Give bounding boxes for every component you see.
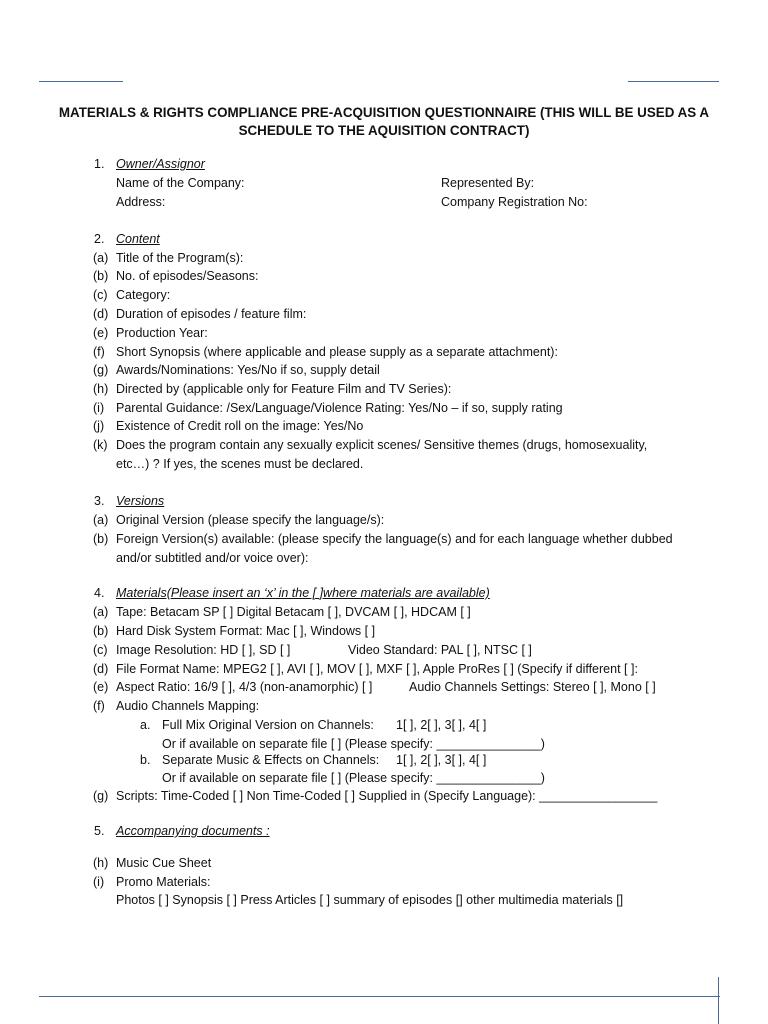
channel-options: 1[ ], 2[ ], 3[ ], 4[ ] <box>396 753 487 767</box>
list-item: Directed by (applicable only for Feature Film and TV Series): <box>116 382 452 396</box>
sublist-marker: b. <box>140 753 151 767</box>
list-item: Awards/Nominations: Yes/No if so, supply detail <box>116 363 380 377</box>
footer-rule <box>39 996 720 997</box>
list-item: Original Version (please specify the language/s): <box>116 513 385 527</box>
header-rule-left <box>39 81 123 82</box>
list-item: Does the program contain any sexually explicit scenes/ Sensitive themes (drugs, homosexuality, <box>116 438 648 452</box>
list-item: Image Resolution: HD [ ], SD [ ] <box>116 643 291 657</box>
list-item: Category: <box>116 288 171 302</box>
list-item: Audio Channels Mapping: <box>116 699 260 713</box>
list-item: File Format Name: MPEG2 [ ], AVI [ ], MOV [ ], MXF [ ], Apple ProRes [ ] (Specify if different [ ]: <box>116 662 638 676</box>
list-marker: (k) <box>93 438 108 452</box>
list-marker: (a) <box>93 513 109 527</box>
section-2-heading: Content <box>116 232 160 246</box>
sublist-item: Separate Music & Effects on Channels: <box>162 753 380 767</box>
channel-options: 1[ ], 2[ ], 3[ ], 4[ ] <box>396 718 487 732</box>
section-4-heading: Materials(Please insert an ‘x’ in the [ ]where materials are available) <box>116 586 490 600</box>
footer-rule-vertical <box>718 977 719 1024</box>
list-marker: (f) <box>93 345 105 359</box>
list-item: Video Standard: PAL [ ], NTSC [ ] <box>348 643 532 657</box>
section-1-number: 1. <box>94 157 105 171</box>
list-item: Duration of episodes / feature film: <box>116 307 307 321</box>
list-item: Tape: Betacam SP [ ] Digital Betacam [ ], DVCAM [ ], HDCAM [ ] <box>116 605 471 619</box>
section-1-heading: Owner/Assignor <box>116 157 205 171</box>
address-label: Address: <box>116 195 166 209</box>
list-marker: (a) <box>93 605 109 619</box>
promo-materials-options: Photos [ ] Synopsis [ ] Press Articles [ ] summary of episodes [] other multimedia materials [] <box>116 893 624 907</box>
list-marker: (d) <box>93 307 109 321</box>
list-item-continuation: etc…) ? If yes, the scenes must be declared. <box>116 457 364 471</box>
list-marker: (j) <box>93 419 105 433</box>
section-3-heading: Versions <box>116 494 165 508</box>
list-marker: (h) <box>93 382 109 396</box>
list-marker: (b) <box>93 269 109 283</box>
list-marker: (e) <box>93 326 109 340</box>
list-item: Promo Materials: <box>116 875 211 889</box>
list-item: Aspect Ratio: 16/9 [ ], 4/3 (non-anamorphic) [ ] <box>116 680 373 694</box>
list-item-continuation: and/or subtitled and/or voice over): <box>116 551 309 565</box>
list-marker: (g) <box>93 363 109 377</box>
list-marker: (b) <box>93 624 109 638</box>
list-marker: (c) <box>93 643 108 657</box>
list-marker: (e) <box>93 680 109 694</box>
list-item: No. of episodes/Seasons: <box>116 269 259 283</box>
list-marker: (h) <box>93 856 109 870</box>
list-marker: (a) <box>93 251 109 265</box>
separate-file-line: Or if available on separate file [ ] (Please specify: _______________) <box>162 737 545 751</box>
list-item: Title of the Program(s): <box>116 251 244 265</box>
sublist-item: Full Mix Original Version on Channels: <box>162 718 374 732</box>
list-item: Production Year: <box>116 326 208 340</box>
header-rule-right <box>628 81 719 82</box>
list-item: Scripts: Time-Coded [ ] Non Time-Coded [ ] Supplied in (Specify Language): _________________ <box>116 789 658 803</box>
list-item: Audio Channels Settings: Stereo [ ], Mono [ ] <box>409 680 656 694</box>
list-item: Short Synopsis (where applicable and please supply as a separate attachment): <box>116 345 558 359</box>
list-item: Parental Guidance: /Sex/Language/Violence Rating: Yes/No – if so, supply rating <box>116 401 563 415</box>
section-5-number: 5. <box>94 824 105 838</box>
list-item: Foreign Version(s) available: (please specify the language(s) and for each language whether dubbed <box>116 532 673 546</box>
list-marker: (f) <box>93 699 105 713</box>
list-marker: (c) <box>93 288 108 302</box>
represented-by-label: Represented By: <box>441 176 535 190</box>
list-marker: (b) <box>93 532 109 546</box>
list-marker: (d) <box>93 662 109 676</box>
separate-file-line: Or if available on separate file [ ] (Please specify: _______________) <box>162 771 545 785</box>
list-item: Existence of Credit roll on the image: Yes/No <box>116 419 364 433</box>
sublist-marker: a. <box>140 718 151 732</box>
list-marker: (i) <box>93 875 105 889</box>
list-item: Hard Disk System Format: Mac [ ], Windows [ ] <box>116 624 376 638</box>
list-marker: (i) <box>93 401 105 415</box>
registration-label: Company Registration No: <box>441 195 588 209</box>
list-item: Music Cue Sheet <box>116 856 212 870</box>
section-5-heading: Accompanying documents : <box>116 824 270 838</box>
section-2-number: 2. <box>94 232 105 246</box>
section-4-number: 4. <box>94 586 105 600</box>
company-name-label: Name of the Company: <box>116 176 245 190</box>
section-3-number: 3. <box>94 494 105 508</box>
list-marker: (g) <box>93 789 109 803</box>
document-title: MATERIALS & RIGHTS COMPLIANCE PRE-ACQUISITION QUESTIONNAIRE (THIS WILL BE USED AS A SCHEDULE TO THE AQUISITION CONTRACT) <box>58 105 710 138</box>
